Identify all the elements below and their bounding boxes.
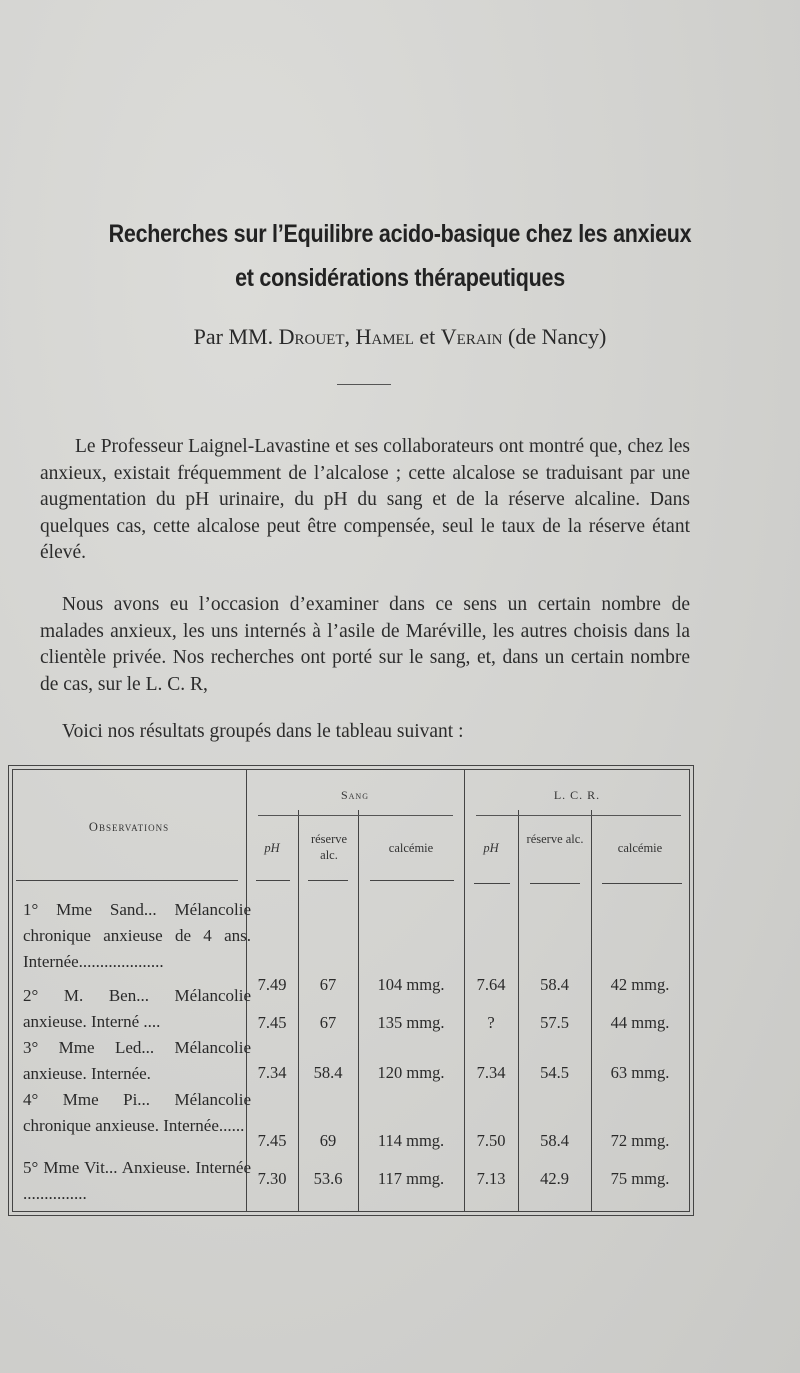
table-top-rule <box>8 765 694 766</box>
author-verain: Verain <box>440 324 503 349</box>
cell-sang-reserve: 69 <box>319 1131 337 1150</box>
cell-lcr-reserve: 58.4 <box>540 1131 569 1150</box>
header-rule-sres <box>308 880 348 881</box>
header-lcr-ph: pH <box>483 841 499 855</box>
header-rule-obs <box>16 880 238 881</box>
cell-lcr-ph: 7.34 <box>476 1063 506 1082</box>
header-rule-lph <box>474 883 510 884</box>
header-sang-ph: pH <box>264 841 280 855</box>
results-table <box>8 765 694 1220</box>
cell-lcr-ph: 7.13 <box>476 1169 506 1188</box>
title-separator <box>337 384 391 385</box>
cell-lcr-calcemie: 75 mmg. <box>610 1169 670 1188</box>
row-observation: 2° M. Ben... Mélancolie anxieuse. Interné .... <box>23 986 251 1031</box>
header-rule-scal <box>370 880 454 881</box>
cell-sang-ph: 7.45 <box>257 1131 287 1150</box>
cell-sang-calcemie: 120 mmg. <box>377 1063 445 1082</box>
cell-lcr-ph: 7.64 <box>476 975 506 994</box>
cell-lcr-ph: 7.50 <box>476 1131 506 1150</box>
table-left-rule <box>8 765 9 1216</box>
cell-lcr-reserve: 58.4 <box>540 975 569 994</box>
cell-sang-reserve: 67 <box>319 975 337 994</box>
col-sep-sph <box>298 810 299 1212</box>
header-rule-lcal <box>602 883 682 884</box>
authors-and: et <box>419 324 436 349</box>
cell-lcr-calcemie: 42 mmg. <box>610 975 670 994</box>
header-lcr-calcemie: calcémie <box>617 841 663 855</box>
paragraph-3: Voici nos résultats groupés dans le tableau suivant : <box>62 721 464 742</box>
row-observation: 4° Mme Pi... Mélancolie chronique anxieuse. Internée...... <box>23 1090 251 1135</box>
cell-sang-ph: 7.34 <box>257 1063 287 1082</box>
cell-lcr-reserve: 54.5 <box>540 1063 569 1082</box>
header-observations: Observations <box>88 820 170 834</box>
cell-sang-calcemie: 135 mmg. <box>377 1013 445 1032</box>
cell-sang-ph: 7.45 <box>257 1013 287 1032</box>
cell-sang-reserve: 53.6 <box>313 1169 343 1188</box>
cell-sang-calcemie: 117 mmg. <box>377 1169 445 1188</box>
cell-lcr-reserve: 57.5 <box>540 1013 569 1032</box>
table-right-rule <box>693 765 694 1216</box>
title-line-1: Recherches sur l’Equilibre acido-basique chez les anxieux <box>108 220 692 248</box>
header-sang: Sang <box>340 788 369 802</box>
cell-sang-ph: 7.49 <box>257 975 287 994</box>
table-right-rule-inner <box>689 769 690 1212</box>
authors-suffix: (de Nancy) <box>508 324 607 349</box>
authors-prefix: Par MM. <box>193 324 274 349</box>
cell-sang-calcemie: 104 mmg. <box>377 975 445 994</box>
cell-lcr-calcemie: 72 mmg. <box>610 1131 670 1150</box>
header-lcr: L. C. R. <box>553 788 601 802</box>
title-line-2: et considérations thérapeutiques <box>235 264 565 292</box>
header-sang-reserve: réserve alc. <box>310 832 348 862</box>
cell-sang-reserve: 67 <box>319 1013 337 1032</box>
cell-lcr-calcemie: 63 mmg. <box>610 1063 670 1082</box>
table-bottom-rule-inner <box>12 1211 690 1212</box>
lcr-brace <box>476 815 681 816</box>
cell-lcr-calcemie: 44 mmg. <box>610 1013 670 1032</box>
col-sep-lres <box>591 810 592 1212</box>
table-bottom-rule <box>8 1215 694 1216</box>
table-left-rule-inner <box>12 769 13 1212</box>
header-rule-sph <box>256 880 290 881</box>
col-sep-sres <box>358 810 359 1212</box>
sang-brace <box>258 815 453 816</box>
authors-line <box>0 324 800 350</box>
header-sang-calcemie: calcémie <box>388 841 434 855</box>
row-observation: 1° Mme Sand... Mélancolie chronique anxieuse de 4 ans. Internée.................... <box>23 900 251 971</box>
row-observation: 3° Mme Led... Mélancolie anxieuse. Internée. <box>23 1038 251 1083</box>
author-drouet: Drouet, <box>278 324 350 349</box>
paragraph-2: Nous avons eu l’occasion d’examiner dans ce sens un certain nombre de malades anxieux, les uns internés à l’asile de Maréville, les autres choisis dans la clientèle privée. Nos recherches ont porté sur le sang, et, dans un certain nombre de cas, sur le L. C. R, <box>40 594 690 695</box>
header-rule-lres <box>530 883 580 884</box>
author-hamel: Hamel <box>355 324 414 349</box>
table-top-rule-inner <box>12 769 690 770</box>
cell-sang-calcemie: 114 mmg. <box>377 1131 445 1150</box>
cell-lcr-ph: ? <box>487 1013 495 1032</box>
cell-lcr-reserve: 42.9 <box>540 1169 569 1188</box>
col-sep-lph <box>518 810 519 1212</box>
row-observation: 5° Mme Vit... Anxieuse. Internée ............... <box>23 1158 251 1203</box>
header-lcr-reserve: réserve alc. <box>526 832 584 846</box>
cell-sang-ph: 7.30 <box>257 1169 287 1188</box>
paragraph-1: Le Professeur Laignel-Lavastine et ses collaborateurs ont montré que, chez les anxieux, existait fréquemment de l’alcalose ; cette alcalose se traduisant par une augmentation du pH urinaire, du pH du sang et de la réserve alcaline. Dans quelques cas, cette alcalose peut être compensée, seul le taux de la réserve étant élevé. <box>40 436 690 563</box>
cell-sang-reserve: 58.4 <box>313 1063 343 1082</box>
